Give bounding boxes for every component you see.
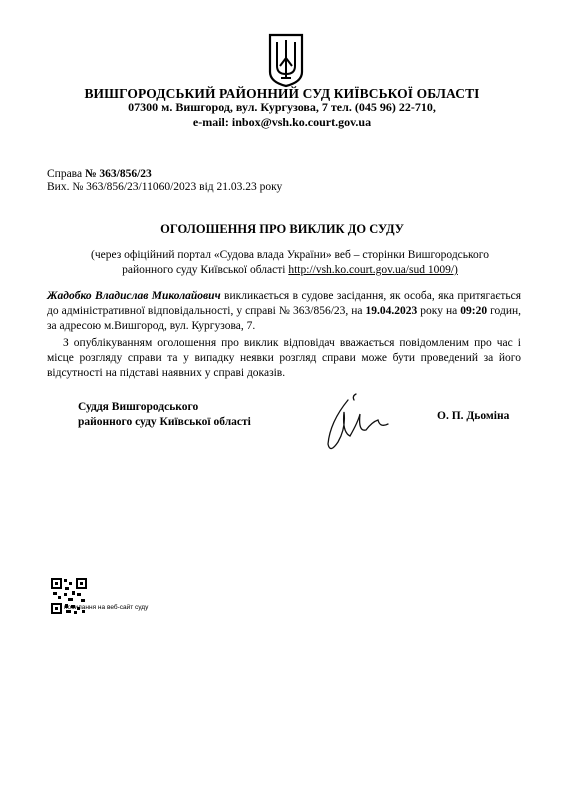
court-website-link[interactable]: http://vsh.ko.court.gov.ua/sud 1009/) bbox=[288, 264, 458, 276]
judge-position-line1: Суддя Вишгородського bbox=[78, 401, 199, 413]
case-label: Справа bbox=[47, 168, 85, 180]
qr-caption: посилання на веб-сайт суду bbox=[64, 604, 149, 611]
outgoing-reference: Вих. № 363/856/23/11060/2023 від 21.03.23 року bbox=[47, 181, 283, 193]
publication-note bbox=[80, 248, 500, 278]
court-email: e-mail: inbox@vsh.ko.court.gov.ua bbox=[192, 115, 372, 129]
notice-text: З опублікуванням оголошення про виклик відповідач вважається повідомленим про час і місце розгляду справи та у випадку неявки розгляд справи може бути проведений за його відсутності на підставі наявних у справі доказів. bbox=[47, 337, 521, 379]
person-name: Жадобко Владислав Миколайович bbox=[47, 290, 221, 302]
case-reference bbox=[47, 168, 152, 180]
coat-of-arms-icon bbox=[266, 32, 306, 88]
judge-position-line2: районного суду Київської області bbox=[78, 416, 251, 428]
publication-note-text: (через офіційний портал «Судова влада України» веб – сторінки Вишгородського районного суду Київської області bbox=[91, 249, 489, 276]
court-address: 07300 м. Вишгород, вул. Кургузова, 7 тел. (045 96) 22-710, bbox=[128, 100, 436, 114]
summons-text-b: року на bbox=[417, 305, 461, 317]
hearing-time: 09:20 bbox=[460, 305, 488, 317]
court-name: ВИШГОРОДСЬКИЙ РАЙОННИЙ СУД КИЇВСЬКОЇ ОБЛАСТІ bbox=[84, 86, 480, 101]
case-number: № 363/856/23 bbox=[84, 168, 152, 180]
judge-name: О. П. Дьоміна bbox=[437, 410, 510, 422]
handwritten-signature bbox=[318, 392, 404, 462]
summons-text-c: годин, за адресою м.Вишгород, вул. Кургузова, 7. bbox=[47, 305, 522, 332]
hearing-date: 19.04.2023 bbox=[365, 305, 418, 317]
notice-paragraph bbox=[47, 336, 521, 381]
judge-position bbox=[78, 400, 251, 430]
document-title: ОГОЛОШЕННЯ ПРО ВИКЛИК ДО СУДУ bbox=[160, 222, 404, 236]
summons-text-a: викликається в судове засідання, як особа, яка притягається до адміністративної відповідальності, у справі № 363/856/23, на bbox=[47, 290, 521, 317]
summons-paragraph bbox=[47, 289, 521, 334]
